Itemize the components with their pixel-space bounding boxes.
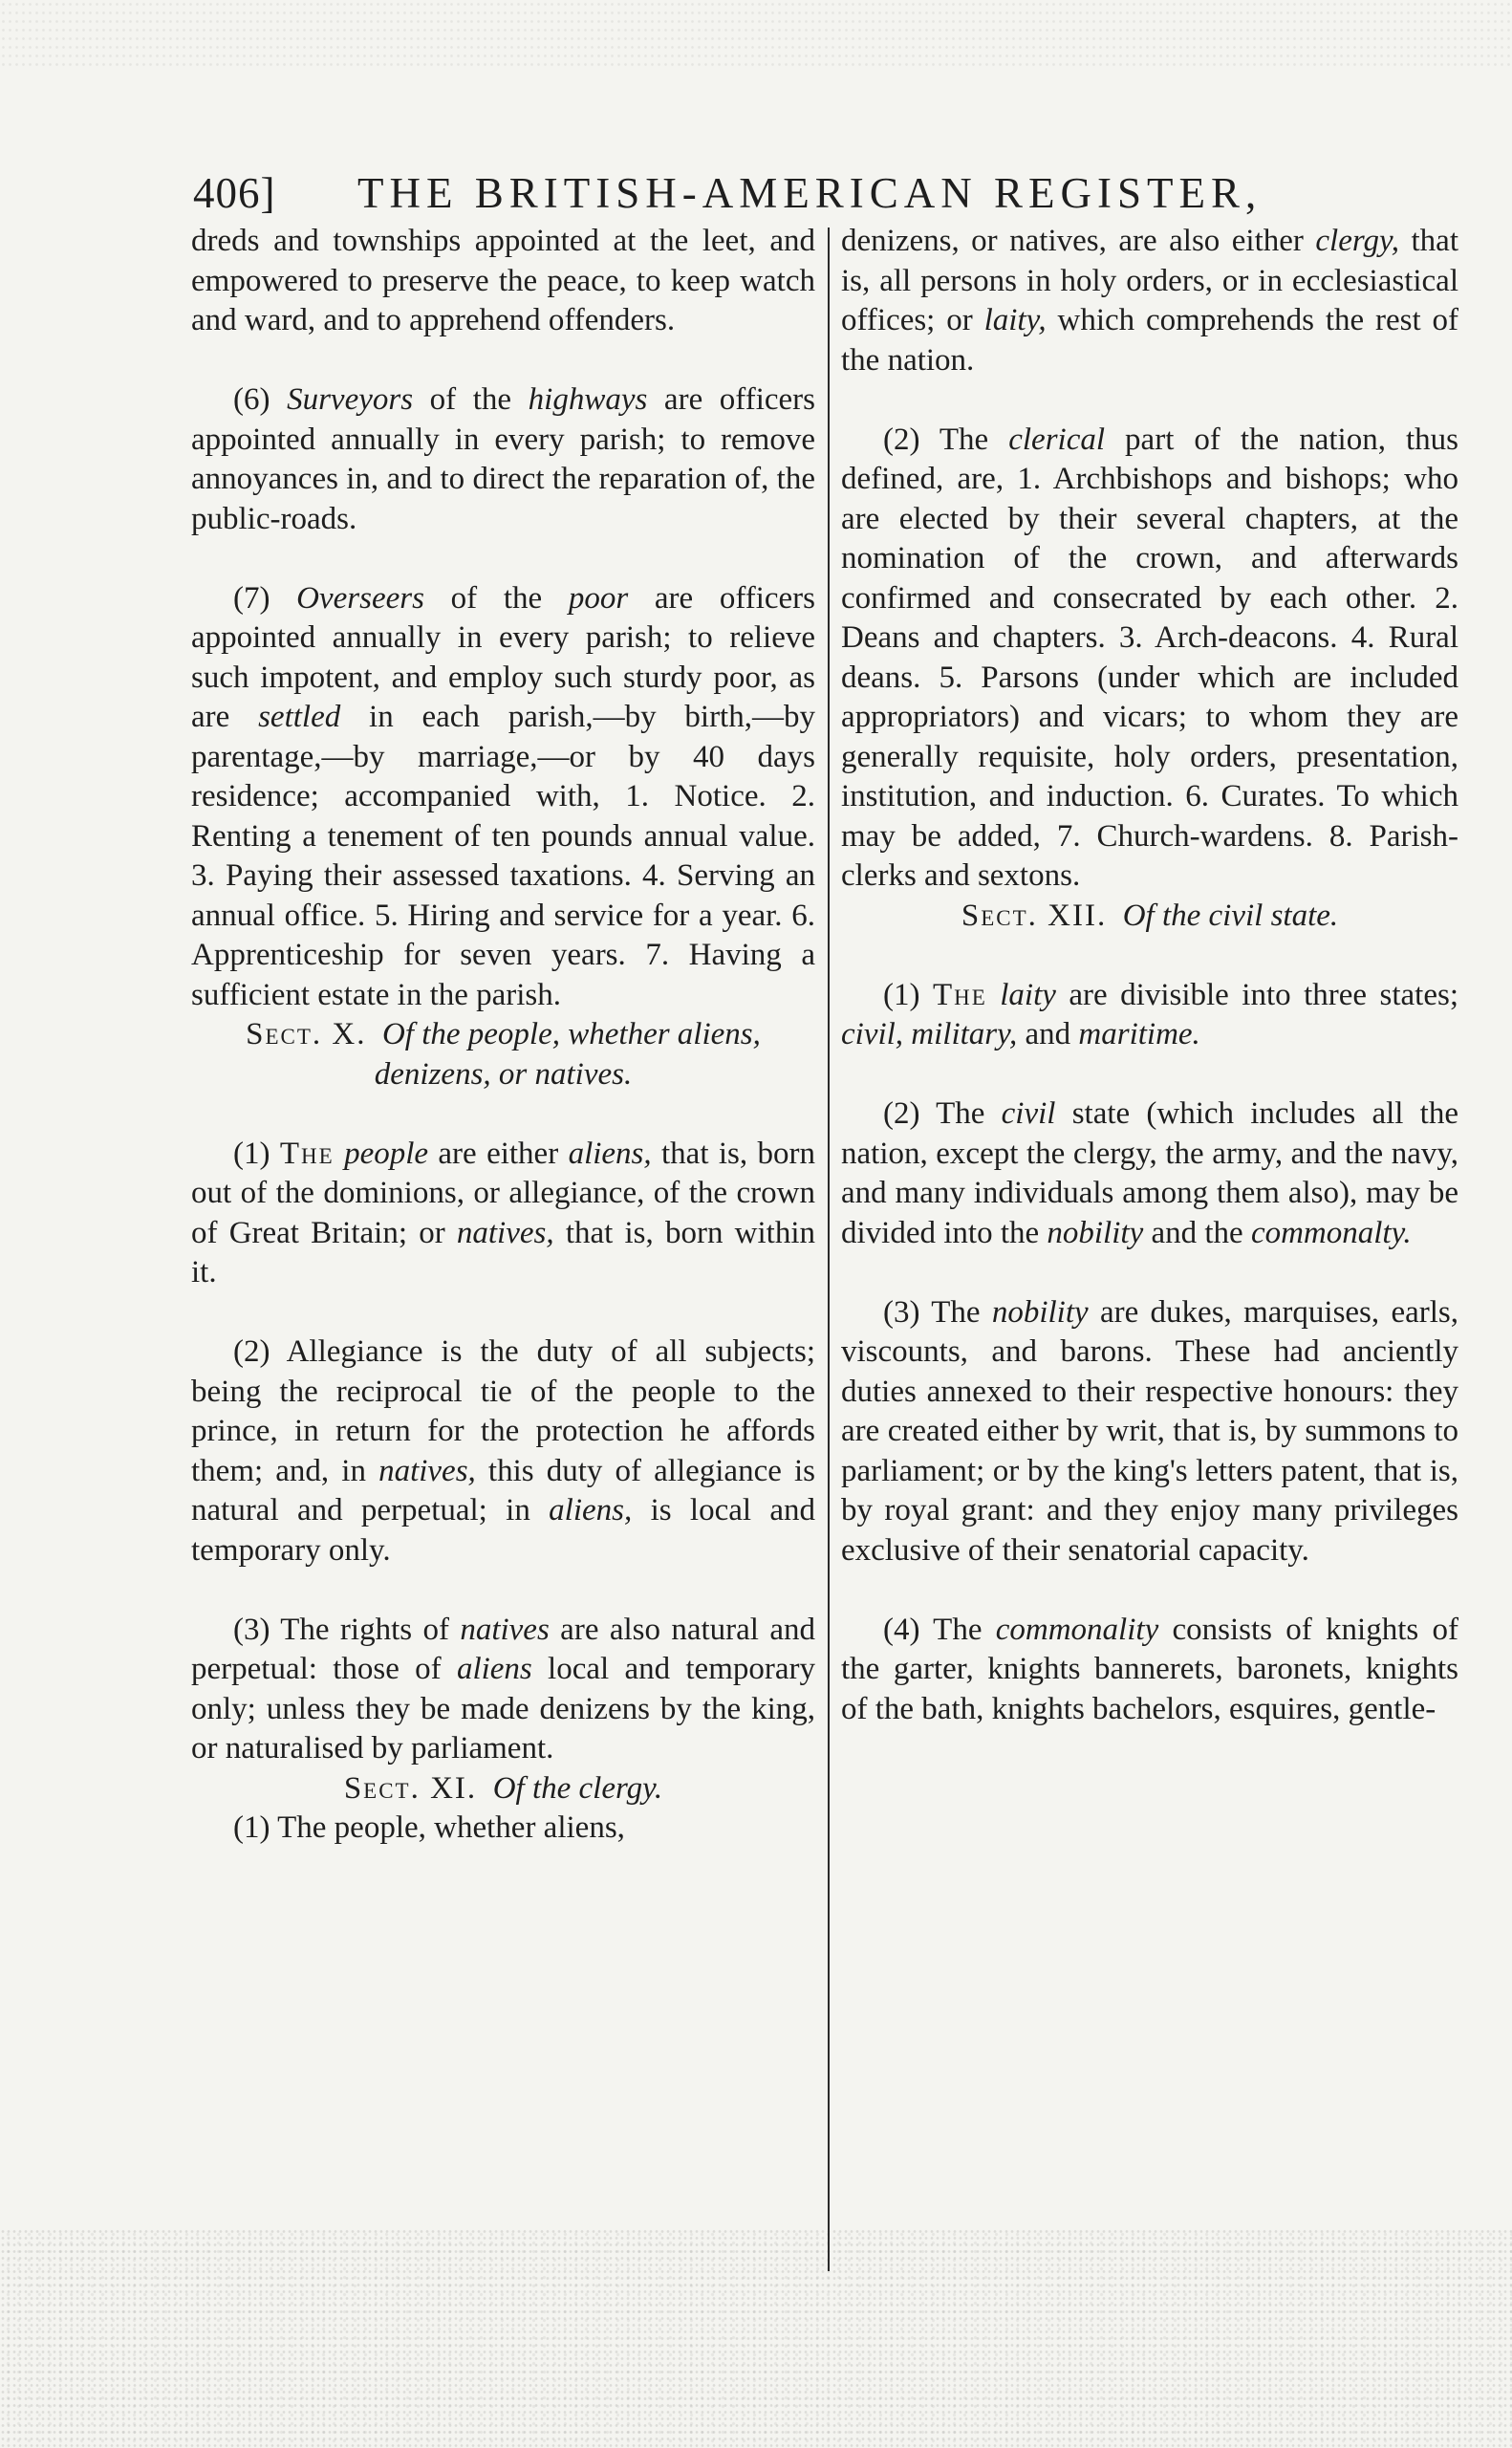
text-run: (3) The <box>883 1294 992 1330</box>
section-label: Sect. XII. <box>961 898 1108 933</box>
text-run: are also natural and perpetual: those of <box>191 1612 815 1686</box>
term-italic: nobility <box>1047 1215 1144 1250</box>
term-italic: laity <box>1000 977 1056 1012</box>
term-italic: clerical <box>1008 422 1106 457</box>
term-italic: laity, <box>983 303 1047 337</box>
text-run: in each parish,—by birth,—by parentage,—by marriage,—or by 40 days residence; accompanied with, 1. Notice. 2. Renting a tenement of ten pounds annual value. 3. Paying their assessed taxations. 4. Serving an annual office. 5. Hiring and service for a year. 6. Apprenticeship for seven years. 7. Having a sufficient estate in the parish. <box>191 700 815 1012</box>
text-run: denizens, or natives, are also either <box>841 224 1316 258</box>
text-run: that is, born within it. <box>191 1215 815 1289</box>
paragraph-continued <box>841 222 1458 380</box>
text-run: consists of knights of the garter, knights bannerets, baronets, knights of the bath, knights bachelors, esquires, gentle- <box>841 1612 1459 1726</box>
paragraph-clergy-start: (1) The people, whether aliens, <box>233 1810 625 1845</box>
lead-word: The <box>932 977 987 1012</box>
text-run: and <box>1017 1017 1079 1051</box>
text-run: (2) The <box>883 422 1009 457</box>
right-column <box>841 222 1458 1729</box>
term-italic: Overseers <box>296 580 424 616</box>
text-run: that is, born out of the dominions, or allegiance, of the crown of Great Britain; or <box>191 1136 815 1250</box>
left-column <box>191 222 815 1849</box>
paragraph-number: (1) <box>233 1136 280 1171</box>
text-run: of the <box>423 580 569 616</box>
text-run: are divisible into three states; <box>1055 977 1459 1012</box>
paragraph-civil-state <box>841 1094 1458 1253</box>
paragraph-nobility <box>841 1293 1458 1571</box>
text-run: are officers appointed annually in every parish; to relieve such impotent, and employ such sturdy poor, as are <box>191 580 815 734</box>
text-run: are dukes, marquises, earls, viscounts, and barons. These had anciently duties annexed to their respective honours: they are created either by writ, that is, by summons to parliament; or by the king's letters patent, that is, by royal grant: and they enjoy many privileges exclusive of their senatorial capacity. <box>841 1294 1459 1568</box>
term-italic: settled <box>258 700 341 734</box>
section-heading-xii <box>841 897 1458 937</box>
section-title: Of the clergy. <box>492 1770 663 1806</box>
paragraph-clerical <box>841 421 1458 897</box>
top-edge-speckle <box>0 0 1512 67</box>
term-italic: clergy, <box>1315 224 1400 258</box>
text-run: part of the nation, thus defined, are, 1. Archbishops and bishops; who are elected by their several chapters, at the nomination of the crown, and afterwards confirmed and consecrated by each other. 2. Deans and chapters. 3. Arch-deacons. 4. Rural deans. 5. Parsons (under which are included appropriators) and vicars; to whom they are generally requisite, holy orders, presentation, institution, and induction. 6. Curates. To which may be added, 7. Church-wardens. 8. Parish-clerks and sextons. <box>841 422 1458 893</box>
term-italic: commonality <box>995 1612 1159 1647</box>
text-run: of the <box>413 382 529 417</box>
paragraph-surveyors <box>191 380 815 539</box>
term-italic: aliens, <box>549 1493 633 1527</box>
text-run: are officers appointed annually in every parish; to remove annoyances in, and to direct the reparation of, the public-roads. <box>191 382 815 536</box>
paragraph-number: (1) <box>883 977 933 1012</box>
running-title: THE BRITISH-AMERICAN REGISTER, <box>357 169 1263 217</box>
text-run: that is, all persons in holy orders, or in ecclesiastical offices; or <box>841 224 1458 337</box>
term-italic: commonalty. <box>1250 1215 1412 1250</box>
paragraph-allegiance <box>191 1332 815 1571</box>
text-run: which comprehends the rest of the nation. <box>841 303 1458 378</box>
term-italic: aliens, <box>568 1136 652 1171</box>
text-run: (3) The rights of <box>233 1612 461 1647</box>
term-italic: civil, military, <box>841 1017 1018 1051</box>
text-run: (4) The <box>883 1612 996 1647</box>
term-italic: aliens <box>456 1652 532 1686</box>
term-italic: poor <box>568 580 629 616</box>
text-run: are either <box>428 1136 569 1171</box>
paragraph-people <box>191 1135 815 1293</box>
bottom-edge-speckle <box>0 2228 1512 2448</box>
term-italic: maritime. <box>1078 1017 1200 1051</box>
term-italic: civil <box>1001 1096 1056 1131</box>
text-run: local and temporary only; unless they be made denizens by the king, or naturalised by parliament. <box>191 1652 815 1766</box>
section-title: Of the civil state. <box>1122 898 1339 933</box>
running-header <box>193 164 1340 222</box>
page-number: 406] <box>193 169 276 217</box>
paragraph-laity <box>841 976 1458 1055</box>
text-run: (2) The <box>883 1096 1002 1131</box>
paragraph-number: (7) <box>233 580 297 616</box>
paragraph-number: (6) <box>233 382 288 417</box>
term-italic: people <box>344 1136 429 1171</box>
text-run: and the <box>1143 1215 1251 1250</box>
text-run: (2) Allegiance is the duty of all subjects; being the reciprocal tie of the people to the prince, in return for the protection he affords them; and, in <box>191 1334 815 1488</box>
text-run: state (which includes all the nation, except the clergy, the army, and the navy, and many individuals among them also), may be divided into the <box>841 1096 1459 1250</box>
term-italic: Surveyors <box>287 382 414 417</box>
text-run: is local and temporary only. <box>191 1493 816 1568</box>
lead-word: The <box>279 1136 335 1171</box>
term-italic: natives, <box>378 1453 476 1488</box>
paragraph-overseers <box>191 579 815 1016</box>
section-label: Sect. XI. <box>343 1770 478 1806</box>
term-italic: natives <box>460 1612 550 1647</box>
paragraph-commonality <box>841 1611 1458 1730</box>
section-label: Sect. X. <box>246 1017 367 1051</box>
paragraph-continued: dreds and townships appointed at the leet, and empowered to preserve the peace, to keep watch and ward, and to apprehend offenders. <box>191 224 815 337</box>
text-run: this duty of allegiance is natural and perpetual; in <box>191 1453 815 1527</box>
paragraph-rights <box>191 1611 815 1769</box>
term-italic: nobility <box>991 1294 1089 1330</box>
column-divider <box>828 227 830 2271</box>
term-italic: natives, <box>456 1215 554 1250</box>
section-heading-x <box>191 1015 815 1094</box>
section-heading-xi <box>191 1769 815 1809</box>
section-title: Of the people, whether aliens, denizens, or natives. <box>374 1017 761 1092</box>
term-italic: highways <box>528 382 648 417</box>
